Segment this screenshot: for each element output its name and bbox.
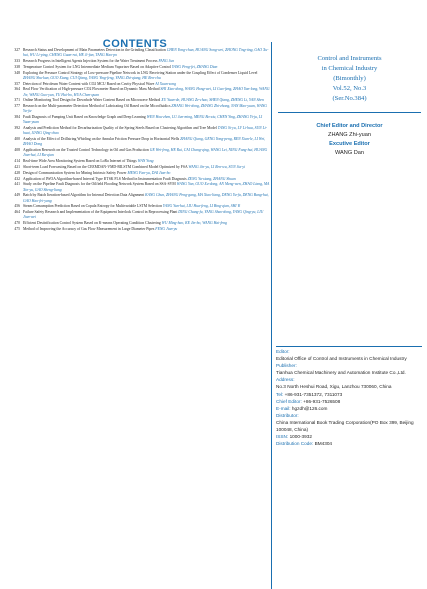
toc-entry-body — [23, 182, 270, 192]
chief-editor-label: Chief Editor and Director — [316, 123, 383, 129]
toc-article-authors: CHEN Yong-chun, HUANG Song-wei, ZHONG Ting-ting, GAO Xu-hui, WU Li-ping, CHENG Guan-rui, HE Ji-fan, TANG Hao-po — [23, 48, 269, 58]
toc-article-authors: YANG Peng-fei, ZHANG Dian — [171, 64, 218, 69]
toc-entry-body — [23, 177, 270, 182]
toc-entry — [6, 210, 270, 220]
journal-title-line2: in Chemical Industry — [321, 65, 378, 72]
journal-block — [278, 42, 421, 113]
tel-label: Tel: — [276, 391, 284, 397]
editors-block — [272, 122, 427, 158]
chief-tel-label: Chief Editor: — [276, 398, 302, 404]
toc-article-title: Efficient Desitrification Control System Based on K-means Operating Condition Clustering — [23, 221, 161, 226]
toc-entry — [6, 148, 270, 158]
issn-value: 1000-3932 — [289, 434, 312, 440]
toc-page-number: 392 — [14, 126, 20, 131]
toc-page-number: 441 — [14, 182, 20, 187]
toc-article-authors: ZHANG Qiang, GENG Yong-peng, REN Xian-le, LI Wei, ZHAO Dong — [23, 137, 266, 147]
toc-article-title: Real-time Wide Area Monitoring System Based on LoRa Internet of Things — [23, 159, 137, 164]
toc-entry-body — [23, 210, 270, 220]
toc-page-number: 348 — [14, 70, 20, 75]
toc-article-title: Batch by Batch Iteration-based Algorithm for Internal Detection Data Alignment — [23, 193, 145, 198]
toc-entry-body — [23, 115, 270, 125]
toc-article-authors: AI Xuan-song — [155, 81, 176, 86]
toc-entry — [6, 177, 270, 182]
toc-page-number: 377 — [14, 104, 20, 109]
toc-entry-body — [23, 126, 270, 136]
toc-page-number: 408 — [14, 148, 20, 153]
distributor-value: China International Book Trading Corporation(PO Box 399, Beijing 100048, China) — [276, 419, 414, 433]
toc-article-authors: FANG Jun — [158, 59, 175, 63]
toc-article-title: Steam Consumption Prediction Based on Copula Entropy for Multivariable LSTM Selection — [23, 204, 162, 209]
toc-entry-body — [23, 65, 270, 70]
editor-value: Editorial Office of Control and Instruments in Chemical Industry — [276, 356, 407, 362]
toc-entry-body — [23, 165, 270, 170]
journal-series: (Ser.No.384) — [332, 95, 367, 102]
toc-article-title: Application of IWOA Algorithm-based Interval Type Ⅱ TSK FLS Method in Instrumentation Fault Diagnosis — [23, 176, 187, 181]
toc-article-authors: WANG Jin-yu, LI Ren-wu, SUN Jia-yi — [188, 164, 246, 169]
toc-article-authors: YANG Yun-hui, LIU Hua-feng, LI Bing-qian, SHI Yi — [162, 204, 241, 209]
chief-editor-name: ZHANG Zhi-yuan — [328, 132, 371, 138]
toc-article-authors: ZHANG Shu-kun, GUO Xiang, CUI Qiang, YANG Ying-feng, YANG Zhi-qiang, HE Ren-chu — [23, 75, 161, 80]
toc-entry — [6, 126, 270, 136]
executive-editor-label: Excutive Editor — [329, 141, 370, 147]
toc-page-number: 338 — [14, 64, 20, 69]
toc-page-number: 371 — [14, 98, 20, 103]
toc-entry-body — [23, 48, 270, 58]
toc-entry — [6, 137, 270, 147]
toc-entry — [6, 87, 270, 97]
distribution-code-value: BM4304 — [314, 441, 333, 447]
toc-entry-body — [23, 71, 270, 81]
toc-entry — [6, 171, 270, 176]
issn-label: ISSN: — [276, 434, 289, 440]
toc-article-authors: WAN Yong — [137, 159, 154, 164]
address-label: Address: — [276, 377, 295, 383]
toc-article-authors: TANG Si-yu, LV Li-hua, SUN Li-huai, JIANG Qing-chao — [23, 126, 267, 136]
toc-article-authors: FENG Jian-yu — [155, 226, 178, 231]
toc-article-authors: MENG Fan-yu, DAI Jian-bo — [127, 170, 171, 175]
toc-entry-body — [23, 82, 270, 87]
info-rule — [276, 346, 422, 347]
toc-page-number: 432 — [14, 176, 20, 181]
toc-article-authors: ZENG Yu-xiang, ZHANG Shuan — [187, 176, 236, 181]
table-of-contents — [6, 48, 270, 233]
toc-page-number: 333 — [14, 59, 20, 63]
editor-label: Editor: — [276, 349, 290, 354]
distributor-label: Distributor: — [276, 412, 299, 418]
sidebar — [272, 42, 427, 158]
journal-frequency: (Bimonthly) — [333, 75, 366, 82]
toc-entry — [6, 98, 270, 103]
publication-info — [276, 345, 422, 447]
toc-entry-body — [23, 221, 270, 226]
toc-article-title: Analysis of the Effect of Drillstring Whirling on the Annular Friction Pressure Drop in Horizontal Wells — [23, 137, 180, 142]
address-value: No.3 North Heshui Road, Xigu, Lanzhou 730060, China — [276, 384, 392, 390]
toc-entry-body — [23, 137, 270, 147]
toc-entry-body — [23, 171, 270, 176]
toc-article-title: Real Flow Verification of High-pressure CO2 Flowmeter Based on Dynamic Mass Method — [23, 87, 160, 92]
toc-article-authors: WEN Hou-zhen, LU Jun-ming, MENG Bo-xiu, CHEN Ying, ZHANG Yi-ju, LI Yuan-yuan — [23, 115, 263, 125]
toc-entry — [6, 221, 270, 226]
toc-entry — [6, 59, 270, 64]
toc-page-number: 414 — [14, 159, 20, 164]
publisher-value: Tianhua Chemical Machinery and Automation Institute Co.,Ltd. — [276, 370, 406, 376]
contents-title: CONTENTS — [102, 38, 168, 50]
toc-article-authors: XU Yuan-de, HUANG Ze-chao, SHEN Qiang, ZHENG Li, YAN Shen — [161, 98, 264, 103]
toc-article-authors: KANG Chun, ZHANG Peng-gang, MA Xiao-liang, DENG Yu-fa, DENG Bang-hui, GAO Hao-fei-yang — [23, 193, 269, 203]
toc-entry-body — [23, 204, 270, 209]
executive-editor-name: WANG Dan — [334, 150, 364, 156]
toc-article-authors: WU Ming-hao, KE Jin-bo, WANG Hai-feng — [161, 221, 227, 226]
toc-page-number: 475 — [14, 226, 20, 231]
toc-entry — [6, 165, 270, 170]
tel-value: +86-931-7351372, 7311073 — [284, 391, 343, 397]
publisher-label: Publisher: — [276, 363, 297, 369]
toc-page-number: 421 — [14, 164, 20, 169]
toc-entry — [6, 82, 270, 87]
toc-article-title: Exploring the Pressure Control Strategy of Low-pressure Pipeline Network in LNG Receiving Station under the Coupling Effect of Condenser Liquid Level — [23, 70, 258, 75]
toc-article-title: Research Status and Development of Main Parameters Detection in the Grinding Classification — [23, 48, 166, 52]
toc-page-number: 428 — [14, 170, 20, 175]
distribution-code-label: Distribution Code: — [276, 441, 314, 447]
toc-entry-body — [23, 148, 270, 158]
toc-article-title: Application Research on the Trusted Control Technology in Oil and Gas Production — [23, 148, 149, 153]
toc-entry-body — [23, 87, 270, 97]
toc-entry-body — [23, 98, 270, 103]
toc-article-title: Short-term Load Forecasting Based on the CEEMDAN-VMD-BILSTM Combined Model Optimized by FSA — [23, 164, 188, 169]
toc-entry — [6, 227, 270, 232]
toc-entry — [6, 115, 270, 125]
toc-article-title: Temperature Control System for LNG Intermediate Medium Vaporizer Based on Adaptive Control — [23, 64, 171, 69]
toc-article-title: Fault Diagnosis of Pumping Unit Based on Knowledge Graph and Deep Learning — [23, 115, 146, 120]
toc-entry — [6, 48, 270, 58]
toc-article-title: Failure Safety Research and Implementation of the Equipment Interlock Control in Reprocessing Plant — [23, 210, 178, 215]
toc-entry — [6, 159, 270, 164]
toc-article-authors: SHI Xiao-dong, WANG Hong-wei, LI Gao-feng, ZHAO Yan-long, WANG Jie, WANG Guo-yun, YU Hui-bo, HUA Chen-quan — [23, 87, 270, 97]
toc-article-title: Research on the Multi-parameter Detection Method of Lubricating Oil Based on the Microfluidics — [23, 104, 171, 109]
toc-page-number: 400 — [14, 137, 20, 142]
toc-page-number: 470 — [14, 221, 20, 226]
toc-article-title: Detection of Petroleum Water Content with CO2 MCU Based on Cavity Physical Wave — [23, 81, 155, 86]
toc-entry-body — [23, 159, 270, 164]
toc-entry — [6, 65, 270, 70]
toc-article-title: Method of Improving the Accuracy of Gas Flow Measurement in Large Diameter Pipes — [23, 226, 155, 231]
toc-article-authors: WANG Yan, GUO Xu-dong, AN Meng-wen, ZHAO Liang, MA Xin-yu, GAO Sheng-liang — [23, 182, 270, 192]
toc-entry-body — [23, 227, 270, 232]
toc-article-title: Online Monitoring Tool Design for Downhole Water Content Based on Microwave Method — [23, 98, 161, 103]
toc-article-title: Analysis and Prediction Method for Decarburization Quality of the Spring Steels Based on Clustering Algorithm and Tree Model — [23, 126, 217, 131]
toc-page-number: 456 — [14, 204, 20, 209]
journal-title-line1: Control and Instruments — [317, 55, 382, 62]
toc-entry-body — [23, 59, 270, 64]
toc-page-number: 357 — [14, 81, 20, 86]
email-label: E-mail: — [276, 405, 291, 411]
toc-article-title: Study on the Pipeline Fault Diagnosis for the Oilfield Flooding Network System Based on SSA-SVM — [23, 182, 176, 187]
journal-volume: Vol.52, No.3 — [332, 85, 367, 92]
toc-article-title: Research Progress in Intelligent Agents Injection System for the Water Treatment Process — [23, 59, 158, 63]
toc-entry — [6, 204, 270, 209]
toc-article-authors: DING Chang-fu, YANG Shao-dong, YANG Qing-yu, LIU Jian-wei — [23, 210, 264, 220]
toc-page-number: 384 — [14, 115, 20, 120]
toc-page-number: 327 — [14, 48, 20, 52]
toc-page-number: 449 — [14, 193, 20, 198]
email-value: hgzdh@126.com — [291, 405, 328, 411]
toc-page-number: 464 — [14, 210, 20, 215]
toc-article-authors: GE Wei-feng, HE Rui, CAI Chang-qing, WANG Lei, NING Fang-hui, HUANG Jian-hui, LI Ru-qian — [23, 148, 268, 158]
toc-article-title: Design of Communication System for Mining Intrinsic Safety Power — [23, 170, 127, 175]
toc-entry — [6, 193, 270, 203]
toc-article-authors: ZHANG Wei-dong, ZHANG Zhi-zhong, NAN Mao-yuan, WANG Yu-jie — [23, 104, 267, 114]
chief-tel-value: +86-931-7526508 — [303, 398, 341, 404]
toc-page-number: 364 — [14, 87, 20, 92]
toc-entry — [6, 71, 270, 81]
toc-entry-body — [23, 104, 270, 114]
toc-entry — [6, 104, 270, 114]
toc-entry-body — [23, 193, 270, 203]
toc-entry — [6, 182, 270, 192]
